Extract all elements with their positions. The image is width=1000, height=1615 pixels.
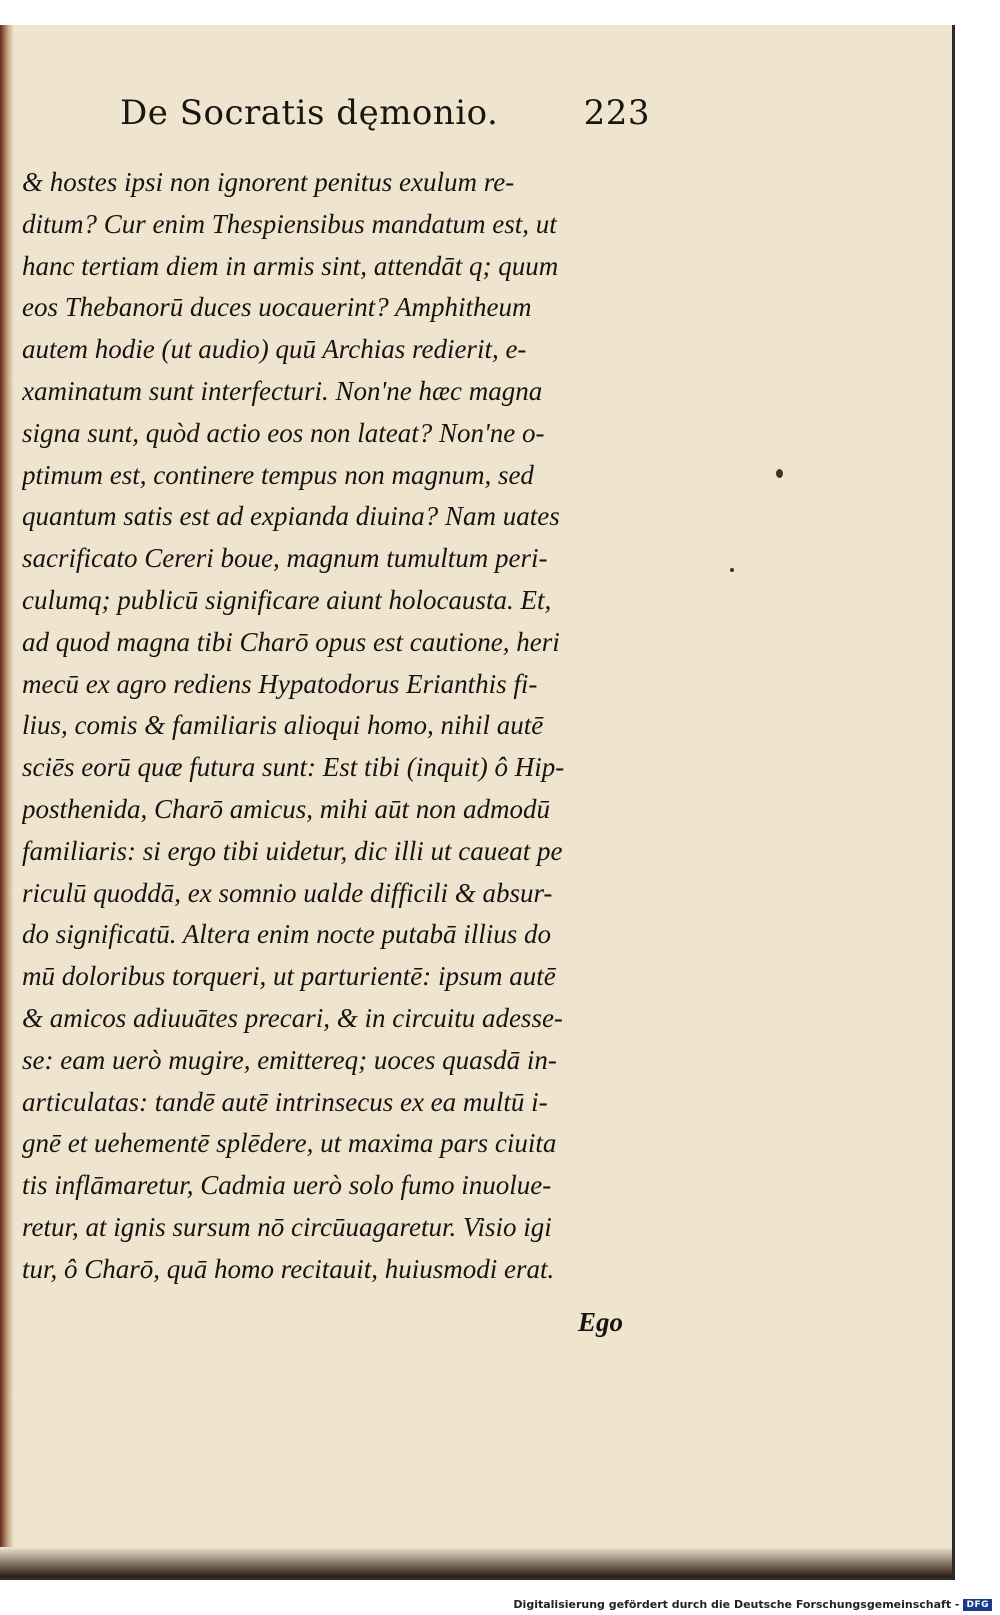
- running-head: De Socratis dęmonio.: [120, 93, 499, 133]
- gutter-shadow: [0, 25, 14, 1577]
- text-line: hanc tertiam diem in armis sint, attendāt q; quum: [22, 250, 559, 281]
- page-number: 223: [583, 93, 650, 133]
- footer-credit: Digitalisierung gefördert durch die Deutsche Forschungsgemeinschaft -: [513, 1598, 960, 1611]
- text-line: & amicos adiuuātes precari, & in circuitu adesse-: [22, 1002, 563, 1033]
- text-line: sciēs eorū quæ futura sunt: Est tibi (inquit) ô Hip-: [22, 752, 565, 783]
- text-line: mecū ex agro rediens Hypatodorus Erianthis fi-: [22, 668, 538, 699]
- text-line: eos Thebanorū duces uocauerint? Amphitheum: [22, 292, 532, 323]
- text-line: riculū quoddā, ex somnio ualde difficili & absur-: [22, 877, 553, 908]
- text-line: xaminatum sunt interfecturi. Non'ne hæc magna: [22, 375, 543, 406]
- text-line: ad quod magna tibi Charō opus est cautione, heri: [22, 626, 560, 657]
- book-page: [0, 25, 955, 1580]
- text-line: retur, at ignis sursum nō circūuagaretur. Visio igi: [22, 1211, 552, 1242]
- text-line: articulatas: tandē autē intrinsecus ex ea multū i-: [22, 1086, 548, 1117]
- text-line: lius, comis & familiaris alioqui homo, nihil autē: [22, 710, 544, 741]
- text-line: quantum satis est ad expianda diuina? Nam uates: [22, 501, 560, 532]
- text-line: sacrificato Cereri boue, magnum tumultum peri-: [22, 543, 548, 574]
- digitization-footer: [513, 1598, 992, 1611]
- text-line: mū doloribus torqueri, ut parturientē: ipsum autē: [22, 961, 556, 992]
- text-line: signa sunt, quòd actio eos non lateat? Non'ne o-: [22, 417, 545, 448]
- text-line: posthenida, Charō amicus, mihi aūt non admodū: [22, 793, 551, 824]
- page-header: [120, 93, 650, 133]
- catchword: Ego: [578, 1307, 624, 1337]
- text-line: tis inflāmaretur, Cadmia uerò solo fumo inuolue-: [22, 1170, 552, 1201]
- ink-spot: [730, 568, 734, 572]
- text-line: se: eam uerò mugire, emittereq; uoces quasdā in-: [22, 1044, 557, 1075]
- text-line: ptimum est, continere tempus non magnum, sed: [22, 459, 534, 490]
- text-line: tur, ô Charō, quā homo recitauit, huiusmodi erat.: [22, 1253, 555, 1284]
- body-text: [22, 162, 652, 1291]
- text-line: culumq; publicū significare aiunt holocausta. Et,: [22, 584, 552, 615]
- text-line: gnē et uehementē splēdere, ut maxima pars ciuita: [22, 1128, 557, 1159]
- dfg-logo: DFG: [963, 1599, 992, 1611]
- ink-spot: [776, 469, 783, 478]
- text-line: familiaris: si ergo tibi uidetur, dic illi ut caueat pe: [22, 835, 563, 866]
- text-line: ditum? Cur enim Thespiensibus mandatum est, ut: [22, 208, 557, 239]
- text-line: do significatū. Altera enim nocte putabā illius do: [22, 919, 551, 950]
- text-line: autem hodie (ut audio) quū Archias redierit, e-: [22, 334, 527, 365]
- text-line: & hostes ipsi non ignorent penitus exulum re-: [22, 167, 515, 197]
- page-bottom-edge: [0, 1547, 952, 1577]
